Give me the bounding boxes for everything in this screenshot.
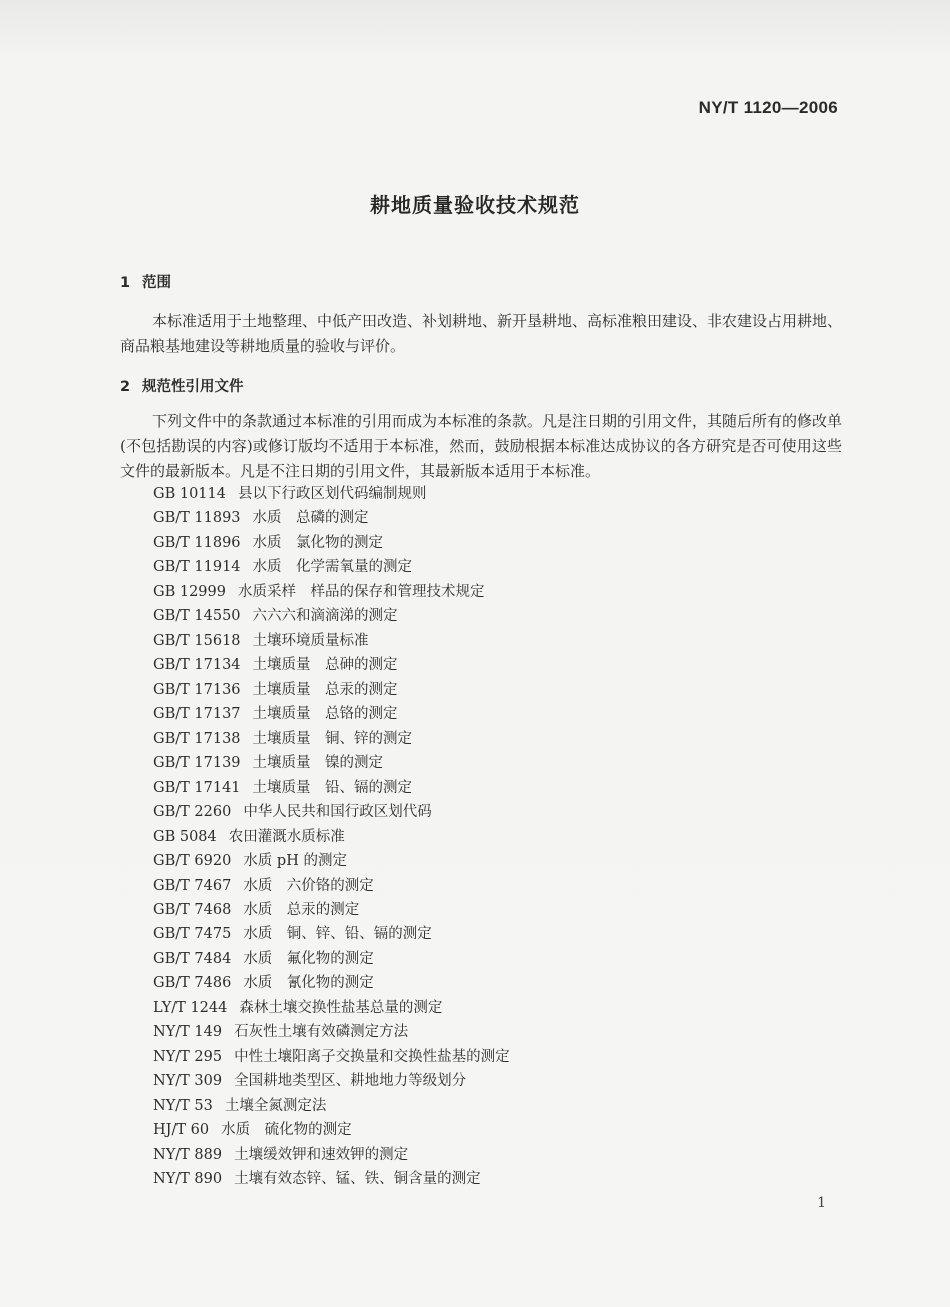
reference-title: 土壤质量 铅、镉的测定 (252, 779, 413, 796)
reference-code: HJ/T 60 (153, 1122, 210, 1139)
reference-title: 土壤质量 铜、锌的测定 (252, 730, 413, 747)
reference-code: GB 10114 (153, 486, 226, 502)
reference-code: GB/T 15618 (153, 632, 241, 649)
reference-item (153, 1020, 510, 1044)
reference-title: 全国耕地类型区、耕地地力等级划分 (234, 1073, 467, 1090)
reference-title: 石灰性土壤有效磷测定方法 (234, 1024, 409, 1041)
reference-title: 土壤环境质量标准 (252, 632, 369, 649)
reference-code: GB/T 17139 (153, 755, 241, 772)
reference-list (153, 482, 510, 1192)
reference-title: 水质 氟化物的测定 (243, 950, 374, 967)
reference-item (153, 825, 510, 849)
reference-code: NY/T 309 (153, 1073, 223, 1090)
reference-code: GB/T 7484 (153, 950, 232, 967)
reference-item (153, 874, 510, 898)
reference-title: 森林土壤交换性盐基总量的测定 (239, 999, 443, 1016)
section-1-paragraph: 本标准适用于土地整理、中低产田改造、补划耕地、新开垦耕地、高标准粮田建设、非农建设占用耕地、商品粮基地建设等耕地质量的验收与评价。 (120, 312, 843, 355)
reference-title: 水质 总汞的测定 (243, 901, 360, 918)
reference-item (153, 604, 510, 628)
reference-title: 水质 总磷的测定 (252, 510, 369, 527)
reference-code: GB/T 17136 (153, 681, 241, 698)
reference-item (153, 922, 510, 946)
reference-code: GB/T 2260 (153, 804, 232, 821)
reference-item (153, 751, 510, 775)
section-1-title: 范围 (142, 275, 171, 291)
reference-item (153, 1118, 510, 1142)
reference-title: 中华人民共和国行政区划代码 (243, 804, 432, 821)
reference-item (153, 1143, 510, 1167)
section-1-heading (120, 271, 171, 292)
reference-title: 土壤质量 总砷的测定 (252, 657, 398, 674)
reference-item (153, 898, 510, 922)
reference-item (153, 555, 510, 579)
reference-item (153, 702, 510, 726)
reference-title: 水质 六价铬的测定 (243, 877, 374, 894)
reference-code: GB 12999 (153, 583, 226, 600)
reference-code: GB/T 17137 (153, 706, 241, 723)
reference-title: 水质 化学需氧量的测定 (252, 559, 413, 576)
reference-title: 水质采样 样品的保存和管理技术规定 (237, 583, 485, 600)
reference-item (153, 849, 510, 873)
reference-item (153, 678, 510, 702)
reference-code: GB/T 11896 (153, 534, 241, 551)
reference-title: 土壤质量 镍的测定 (252, 755, 384, 772)
reference-title: 六六六和滴滴涕的测定 (252, 608, 398, 625)
reference-item (153, 1167, 510, 1191)
reference-code: GB/T 6920 (153, 853, 232, 870)
reference-item (153, 971, 510, 995)
reference-title: 水质 硫化物的测定 (221, 1122, 352, 1139)
reference-code: GB/T 7475 (153, 926, 232, 943)
reference-code: GB/T 7486 (153, 975, 232, 992)
reference-item (153, 531, 510, 555)
reference-item (153, 580, 510, 604)
reference-title: 土壤有效态锌、锰、铁、铜含量的测定 (234, 1171, 481, 1188)
reference-code: GB/T 7468 (153, 901, 232, 918)
page-number: 1 (817, 1195, 826, 1211)
reference-title: 土壤全氮测定法 (224, 1097, 327, 1114)
reference-item (153, 996, 510, 1020)
reference-code: GB/T 17141 (153, 779, 241, 796)
reference-item (153, 947, 510, 971)
reference-item (153, 506, 510, 530)
reference-title: 农田灌溉水质标准 (228, 828, 345, 845)
reference-title: 县以下行政区划代码编制规则 (237, 486, 427, 502)
section-2-paragraph: 下列文件中的条款通过本标准的引用而成为本标准的条款。凡是注日期的引用文件，其随后所有的修改单(不包括勘误的内容)或修订版均不适用于本标准，然而，鼓励根据本标准达成协议的各方研究是否可使用这些文件的最新版本。凡是不注日期的引用文件，其最新版本适用于本标准。 (120, 412, 843, 480)
reference-item (153, 1045, 510, 1069)
reference-item (153, 653, 510, 677)
reference-title: 土壤质量 总汞的测定 (252, 681, 398, 698)
reference-title: 土壤质量 总铬的测定 (252, 706, 398, 723)
reference-title: 土壤缓效钾和速效钾的测定 (234, 1146, 409, 1163)
reference-item (153, 482, 510, 506)
reference-code: NY/T 890 (153, 1171, 223, 1188)
reference-title: 水质 氯化物的测定 (252, 534, 384, 551)
reference-item (153, 727, 510, 751)
reference-item (153, 1069, 510, 1093)
reference-title: 中性土壤阳离子交换量和交换性盐基的测定 (234, 1048, 510, 1065)
section-2-title: 规范性引用文件 (142, 379, 244, 395)
reference-item (153, 1094, 510, 1118)
reference-code: NY/T 53 (153, 1097, 213, 1114)
reference-title: 水质 铜、锌、铅、镉的测定 (243, 926, 432, 943)
reference-code: GB/T 17138 (153, 730, 241, 747)
section-2-number: 2 (120, 379, 131, 395)
reference-code: GB/T 14550 (153, 608, 241, 625)
reference-code: GB/T 17134 (153, 657, 241, 674)
document-title: 耕地质量验收技术规范 (370, 193, 580, 217)
section-2-heading (120, 375, 244, 396)
reference-item (153, 629, 510, 653)
reference-code: NY/T 295 (153, 1048, 223, 1065)
reference-item (153, 800, 510, 824)
reference-code: GB/T 11914 (153, 559, 241, 576)
reference-title: 水质 氰化物的测定 (243, 975, 374, 992)
reference-title: 水质 pH 的测定 (243, 853, 347, 870)
section-1-number: 1 (120, 275, 131, 291)
reference-code: GB 5084 (153, 828, 217, 845)
reference-code: NY/T 889 (153, 1146, 223, 1163)
reference-code: NY/T 149 (153, 1024, 223, 1041)
reference-code: GB/T 11893 (153, 510, 241, 527)
standard-number: NY/T 1120—2006 (698, 98, 838, 117)
reference-code: GB/T 7467 (153, 877, 232, 894)
reference-item (153, 776, 510, 800)
reference-code: LY/T 1244 (153, 999, 228, 1016)
